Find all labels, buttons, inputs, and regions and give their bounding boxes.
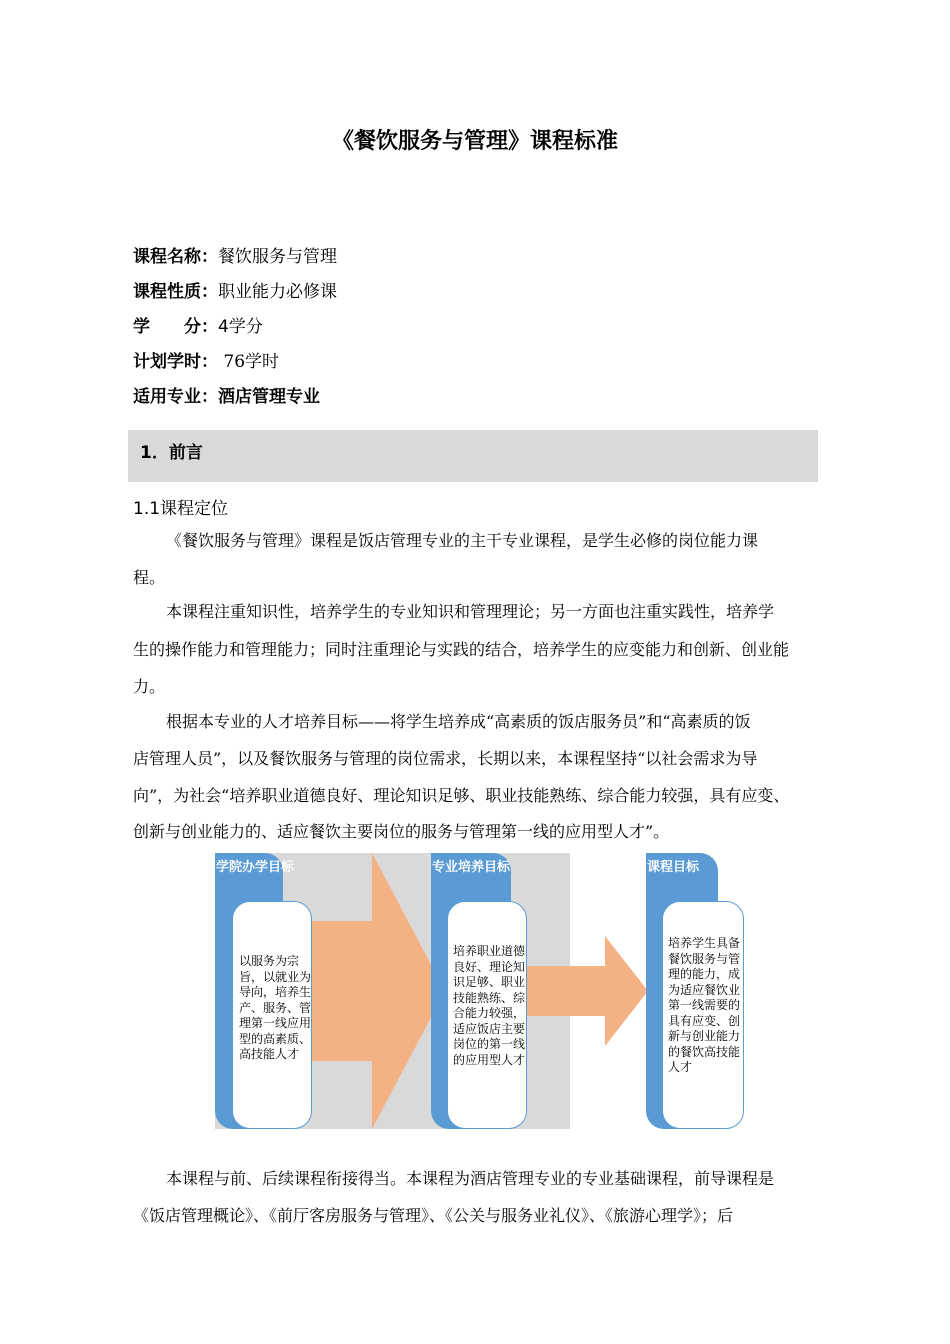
text-line: 岗位的第一线 xyxy=(453,1037,526,1051)
stage-major-goal-card xyxy=(447,901,527,1129)
major-row xyxy=(133,386,320,408)
hours-row xyxy=(133,351,279,373)
stage-title: 学院办学目标 xyxy=(216,860,295,875)
major-label: 适用专业： xyxy=(133,387,218,407)
subsection-heading: 1.1课程定位 xyxy=(133,499,229,519)
credits-label: 学 分： xyxy=(133,317,218,337)
text-line: 第一线需要的 xyxy=(668,998,741,1012)
course-type-value: 职业能力必修课 xyxy=(218,282,337,302)
text-line: 型的高素质、 xyxy=(239,1031,312,1046)
paragraph-line: 向”，为社会“培养职业道德良好、理论知识足够、职业技能熟练、综合能力较强，具有应变、 xyxy=(133,786,790,805)
section-heading-bar xyxy=(128,430,818,482)
stage-description xyxy=(453,944,525,1068)
course-type-row xyxy=(133,281,337,303)
paragraph-line: 本课程与前、后续课程衔接得当。本课程为酒店管理专业的专业基础课程，前导课程是 xyxy=(166,1169,775,1188)
course-name-label: 课程名称： xyxy=(133,247,218,267)
stage-school-goal-card xyxy=(232,901,312,1129)
paragraph-line: 《餐饮服务与管理》课程是饭店管理专业的主干专业课程，是学生必修的岗位能力课 xyxy=(166,531,759,550)
stage-title: 专业培养目标 xyxy=(432,860,511,875)
text-line: 新与创业能力 xyxy=(668,1029,741,1043)
hours-value: 76学时 xyxy=(218,352,280,372)
right-arrow-small xyxy=(523,936,648,1046)
section-heading: 1．前言 xyxy=(140,443,203,463)
text-line: 为适应餐饮业 xyxy=(668,982,741,997)
paragraph-line: 程。 xyxy=(133,568,166,587)
stage-course-goal-card xyxy=(662,901,744,1129)
hours-label: 计划学时： xyxy=(133,352,218,372)
text-line: 以服务为宗 xyxy=(239,954,300,968)
text-line: 旨，以就业为 xyxy=(239,969,312,984)
stage-description xyxy=(239,954,311,1063)
text-line: 技能熟练、综 xyxy=(453,990,526,1005)
course-type-label: 课程性质： xyxy=(133,282,218,302)
text-line: 识足够、职业 xyxy=(453,975,526,989)
text-line: 餐饮服务与管 xyxy=(668,951,741,966)
text-line: 人才 xyxy=(668,1060,693,1074)
text-line: 导向，培养生 xyxy=(239,985,312,999)
course-name-row xyxy=(133,246,337,268)
credits-value: 4学分 xyxy=(218,317,263,337)
text-line: 良好、理论知 xyxy=(453,959,526,974)
paragraph-line: 《饭店管理概论》、《前厅客房服务与管理》、《公关与服务业礼仪》、《旅游心理学》；后 xyxy=(133,1206,734,1225)
document-title: 《餐饮服务与管理》课程标准 xyxy=(331,129,618,154)
text-line: 具有应变、创 xyxy=(668,1013,741,1028)
text-line: 高技能人才 xyxy=(239,1047,300,1061)
right-arrow-large xyxy=(310,853,445,1129)
paragraph-line: 根据本专业的人才培养目标——将学生培养成“高素质的饭店服务员”和“高素质的饭 xyxy=(166,712,751,731)
paragraph-line: 本课程注重知识性，培养学生的专业知识和管理理论；另一方面也注重实践性，培养学 xyxy=(166,602,775,621)
text-line: 合能力较强， xyxy=(453,1006,526,1020)
text-line: 产、服务、管 xyxy=(239,1000,312,1015)
text-line: 的餐饮高技能 xyxy=(668,1044,741,1059)
text-line: 培养学生具备 xyxy=(668,936,741,950)
stage-description xyxy=(668,936,740,1076)
course-name-value: 餐饮服务与管理 xyxy=(218,247,337,267)
text-line: 理第一线应用 xyxy=(239,1016,312,1030)
stage-title: 课程目标 xyxy=(647,860,700,875)
paragraph-line: 创新与创业能力的、适应餐饮主要岗位的服务与管理第一线的应用型人才”。 xyxy=(133,822,670,841)
text-line: 培养职业道德 xyxy=(453,944,526,958)
paragraph-line: 店管理人员”，以及餐饮服务与管理的岗位需求，长期以来，本课程坚持“以社会需求为导 xyxy=(133,749,758,768)
text-line: 理的能力，成 xyxy=(668,967,741,981)
major-value: 酒店管理专业 xyxy=(218,387,320,407)
credits-row xyxy=(133,316,263,338)
paragraph-line: 生的操作能力和管理能力；同时注重理论与实践的结合，培养学生的应变能力和创新、创业能 xyxy=(133,640,790,659)
paragraph-line: 力。 xyxy=(133,677,166,696)
goals-flow-diagram xyxy=(215,853,771,1129)
text-line: 适应饭店主要 xyxy=(453,1021,526,1036)
text-line: 的应用型人才 xyxy=(453,1052,526,1067)
